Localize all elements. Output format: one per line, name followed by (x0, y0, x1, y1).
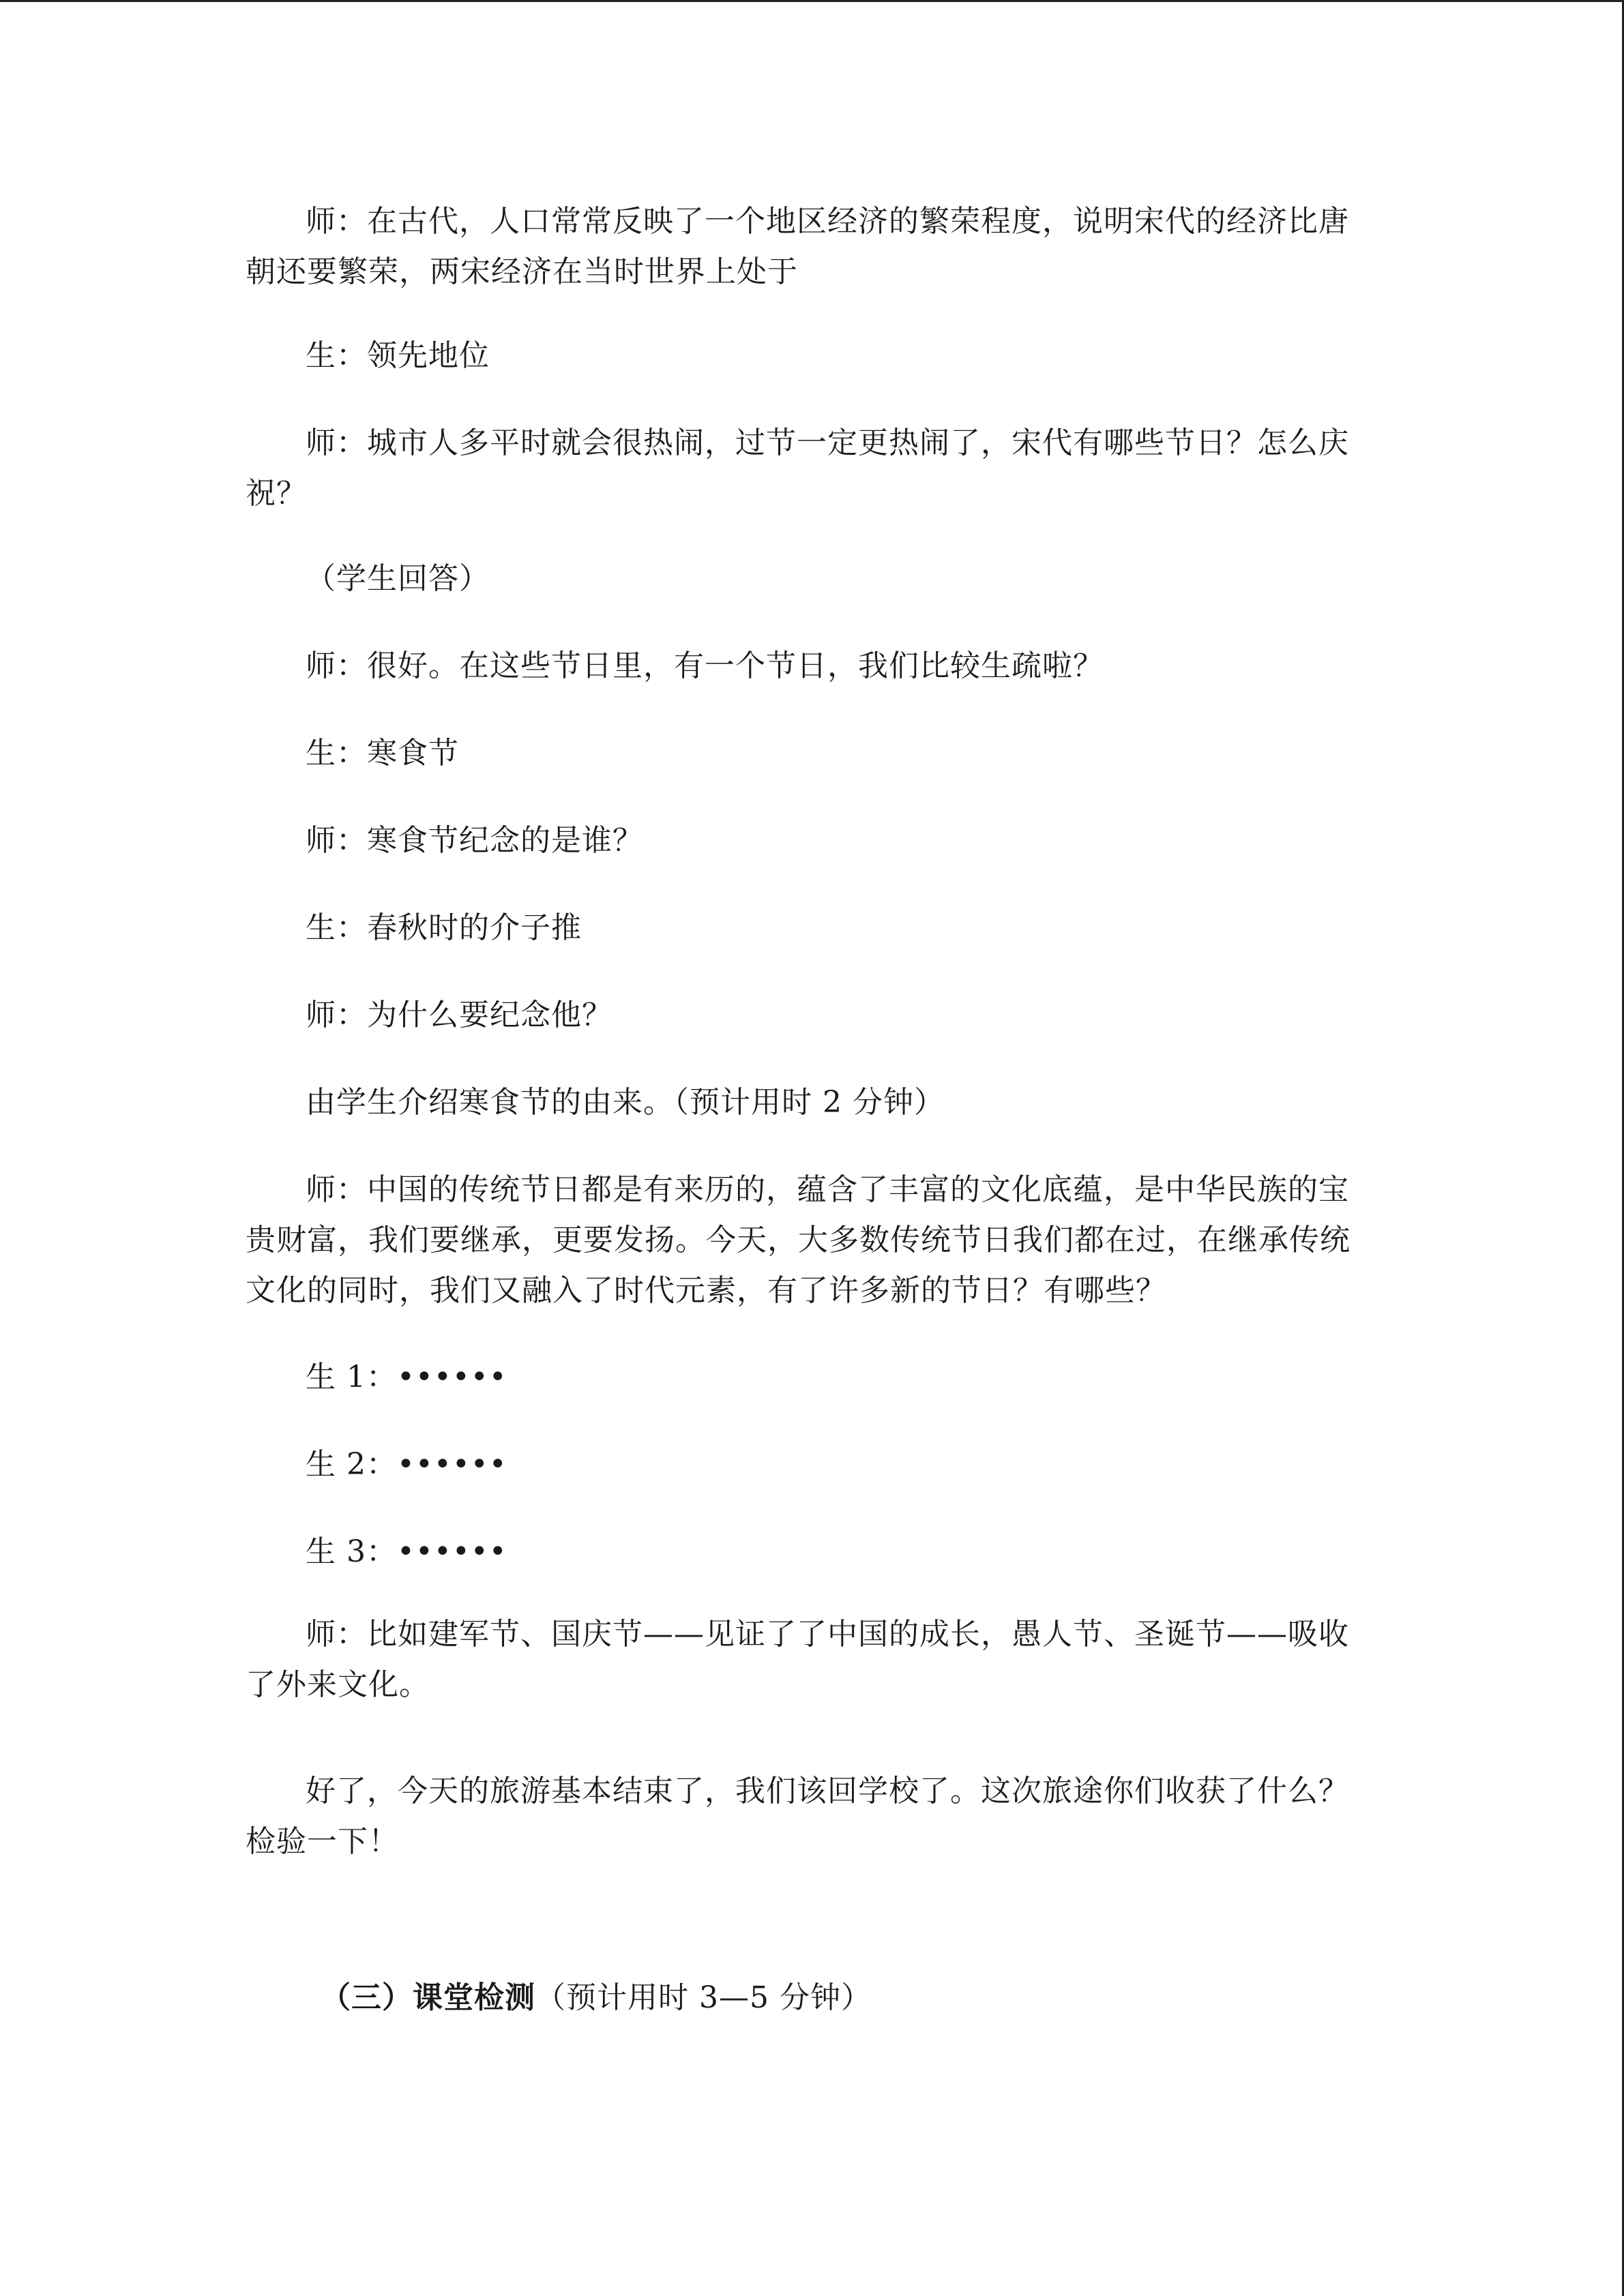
paragraph-student-1: 生 1：•••••• (306, 1360, 507, 1395)
paragraph-teacher-why: 师：为什么要纪念他？ (306, 998, 612, 1032)
paragraph-student-2: 生 2：•••••• (306, 1447, 507, 1482)
paragraph-student-jiezitui: 生：春秋时的介子推 (306, 910, 582, 945)
paragraph-teacher-festivals: 师：城市人多平时就会很热闹，过节一定更热闹了，宋代有哪些节日？怎么庆祝？ (246, 426, 1349, 511)
paragraph-student-leading: 生：领先地位 (306, 338, 490, 373)
paragraph-student-answer: （学生回答） (306, 561, 490, 596)
paragraph-teacher-economy: 师：在古代，人口常常反映了一个地区经济的繁荣程度，说明宋代的经济比唐朝还要繁荣，两宋经济在当时世界上处于 (246, 204, 1349, 289)
section-heading (321, 1973, 872, 2023)
paragraph-student-3: 生 3：•••••• (306, 1534, 507, 1569)
paragraph-teacher-unfamiliar: 师：很好。在这些节日里，有一个节日，我们比较生疏啦？ (306, 648, 1104, 683)
page-top-border (0, 0, 1624, 2)
paragraph-teacher-examples: 师：比如建军节、国庆节——见证了了中国的成长，愚人节、圣诞节——吸收了外来文化。 (246, 1617, 1349, 1702)
section-heading-note: （预计用时 3—5 分钟） (535, 1980, 872, 2015)
paragraph-teacher-traditions: 师：中国的传统节日都是有来历的，蕴含了丰富的文化底蕴，是中华民族的宝贵财富，我们要继承，更要发扬。今天，大多数传统节日我们都在过，在继承传统文化的同时，我们又融入了时代元素，有了许多新的节日？有哪些？ (246, 1172, 1350, 1308)
paragraph-teacher-commemorate: 师：寒食节纪念的是谁？ (306, 823, 643, 858)
paragraph-student-intro: 由学生介绍寒食节的由来。（预计用时 2 分钟） (306, 1085, 945, 1120)
section-heading-title: （三）课堂检测 (321, 1980, 535, 2015)
paragraph-trip-end: 好了，今天的旅游基本结束了，我们该回学校了。这次旅途你们收获了什么？检验一下！ (246, 1774, 1349, 1859)
paragraph-student-hanshi: 生：寒食节 (306, 736, 459, 771)
